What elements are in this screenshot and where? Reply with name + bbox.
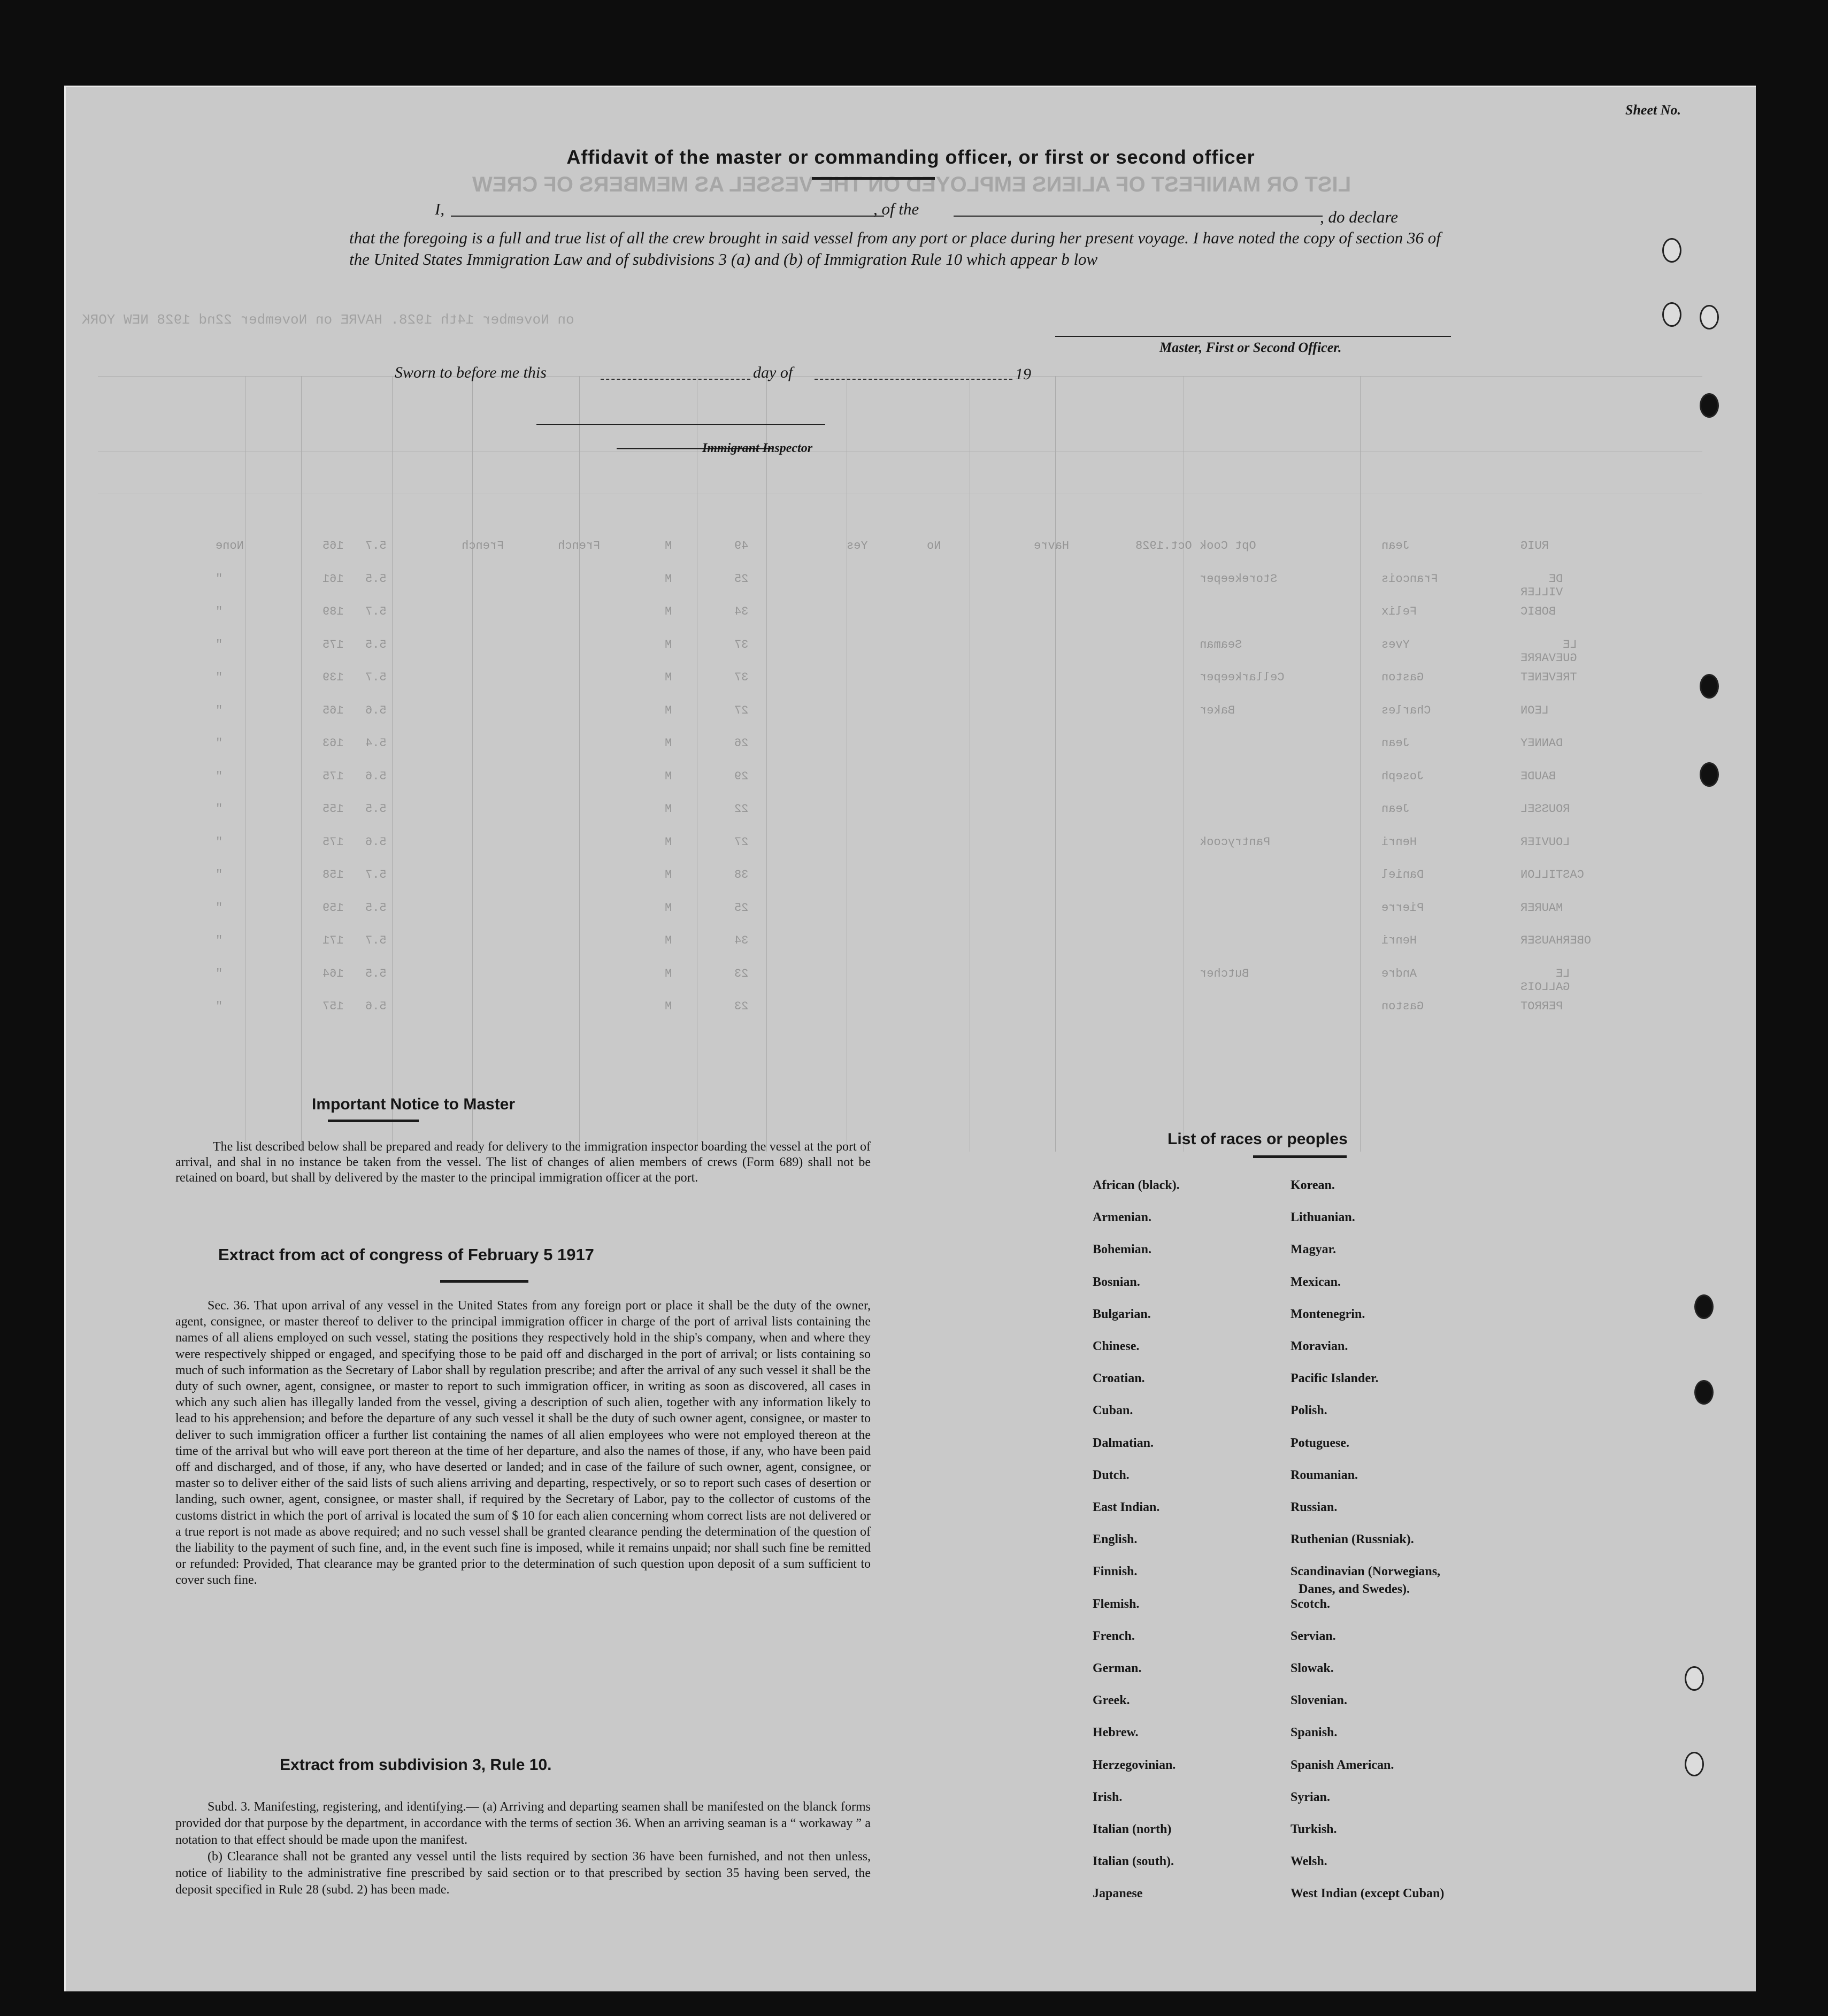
ghost-cell: " [216,835,223,849]
ghost-row [151,967,1570,1000]
ghost-row [151,868,1584,901]
affidavit-i-label: I, [435,200,445,218]
ghost-cell: 5.7 [365,934,387,947]
affidavit-declare-label: , do declare [1320,208,1399,226]
ghost-row [151,802,1570,835]
ghost-cell: TREVENET [1520,671,1577,684]
sworn-month-line[interactable] [815,379,1012,380]
ghost-cell: 5.5 [365,901,387,915]
ghost-cell: Henri [1381,934,1417,947]
ghost-cell: " [216,572,223,586]
race-item: Lithuanian. [1291,1210,1355,1225]
ghost-cell: " [216,769,223,783]
race-item: Herzegovinian. [1093,1758,1176,1772]
ghost-cell: M [665,539,672,553]
ghost-row [151,572,1563,605]
ghost-row [151,539,1549,572]
ghost-cell: " [216,868,223,881]
ghost-cell: 29 [734,769,749,783]
ghost-cell: M [665,572,672,586]
ghost-cell: 34 [734,605,749,618]
punch-hole [1700,393,1719,418]
ghost-cell: 27 [734,703,749,717]
race-item: West Indian (except Cuban) [1291,1887,1445,1901]
ghost-cell: Andre [1381,967,1417,980]
sheet-number-label: Sheet No. [1625,102,1681,118]
race-item: Irish. [1093,1790,1123,1804]
ghost-cell: M [665,802,672,816]
race-item: Mexican. [1291,1275,1341,1289]
punch-hole [1662,238,1681,263]
extract-act-heading: Extract from act of congress of February 5 1917 [218,1245,594,1264]
ghost-voyage-line: on November 14th 1928. HAVRE on November 22nd 1928 NEW YORK [82,312,574,328]
ghost-cell: BAUDE [1520,769,1556,783]
ghost-row [151,934,1592,967]
punch-hole [1662,302,1681,327]
punch-hole [1700,305,1719,329]
ghost-cell: 158 [322,868,344,881]
ghost-cell: " [216,671,223,684]
ghost-cell: Gaston [1381,671,1424,684]
ghost-crew-rows [151,539,1592,1033]
ghost-cell: 5.5 [365,572,387,586]
race-item: Dalmatian. [1093,1436,1154,1450]
ghost-cell: 37 [734,671,749,684]
ghost-cell: 5.6 [365,1000,387,1013]
ghost-cell: 5.6 [365,835,387,849]
race-item: Armenian. [1093,1210,1151,1225]
ghost-cell: DE VILLER [1520,572,1563,599]
ghost-cell: 37 [734,638,749,651]
ghost-cell: 5.6 [365,703,387,717]
ghost-row [151,737,1563,770]
subdivision-3-text [175,1799,871,1898]
race-item: Bohemian. [1093,1243,1152,1257]
ghost-cell: 161 [322,572,344,586]
ghost-cell: 5.7 [365,539,387,553]
race-item: Syrian. [1291,1790,1331,1804]
ghost-cell: 38 [734,868,749,881]
inspector-label: Immigrant Inspector [702,441,813,455]
ghost-cell: 23 [734,967,749,980]
ghost-cell: 5.5 [365,638,387,651]
ghost-cell: 5.5 [365,802,387,816]
ghost-cell: 5.7 [365,605,387,618]
race-item: Montenegrin. [1291,1307,1365,1321]
ghost-cell: 175 [322,769,344,783]
ghost-row [151,835,1570,869]
ghost-cell: 165 [322,703,344,717]
race-item: Pacific Islander. [1291,1371,1379,1386]
race-item: Italian (south). [1093,1854,1174,1869]
ghost-cell: 34 [734,934,749,947]
ghost-row [151,1000,1563,1033]
ghost-cell: Gaston [1381,1000,1424,1013]
punch-hole [1700,674,1719,699]
ghost-cell: " [216,703,223,717]
ghost-cell: 26 [734,737,749,750]
sworn-day-of-label: day of [753,364,793,381]
race-item: Slovenian. [1291,1693,1348,1708]
ghost-cell: M [665,868,672,881]
ghost-cell: Yes [847,539,868,553]
ghost-cell: M [665,605,672,618]
ghost-cell: Felix [1381,605,1417,618]
ghost-cell: 5.7 [365,671,387,684]
ghost-cell: 164 [322,967,344,980]
ghost-cell: Seaman [1200,638,1242,651]
ghost-row [151,638,1577,671]
ghost-title: LIST OR MANIFEST OF ALIENS EMPLOYED ON THE VESSEL AS MEMBERS OF CREW [472,173,1351,196]
ghost-cell: OBERHAUSER [1520,934,1592,947]
ghost-cell: MAURER [1520,901,1563,915]
ghost-cell: PERROT [1520,1000,1563,1013]
ghost-cell: 175 [322,638,344,651]
ghost-cell: Storekeeper [1200,572,1278,586]
ghost-cell: Yves [1381,638,1410,651]
subdivision-3b-text: (b) Clearance shall not be granted any vessel until the lists required by section 36 have been furnished, and not then unless, notice of liability to the administrative fine prescribed by said section or to that prescribed by section 35 having been served, the deposit specified in Rule 28 (subd. 2) has been made. [175,1850,871,1897]
ghost-cell: Havre [1034,539,1070,553]
inspector-signature-line[interactable] [536,424,825,425]
race-item: Scotch. [1291,1597,1330,1611]
races-heading: List of races or peoples [1168,1130,1348,1148]
ghost-cell: 139 [322,671,344,684]
master-signature-label: Master, First or Second Officer. [1159,340,1342,355]
extract-rule-heading: Extract from subdivision 3, Rule 10. [280,1756,552,1774]
ghost-cell: M [665,901,672,915]
ghost-cell: Baker [1200,703,1235,717]
manifest-sheet [64,86,1756,1991]
race-item: Chinese. [1093,1339,1140,1353]
ghost-cell: Butcher [1200,967,1249,980]
ghost-cell: 157 [322,1000,344,1013]
ghost-cell: Opt Cook [1200,539,1256,553]
ghost-cell: Daniel [1381,868,1424,881]
punch-hole [1694,1294,1714,1319]
ghost-row [151,671,1577,704]
ghost-cell: Jean [1381,802,1410,816]
ghost-cell: RUIG [1520,539,1549,553]
race-item: Slowak. [1291,1661,1334,1675]
ghost-cell: M [665,934,672,947]
ghost-cell: LOUVIER [1520,835,1570,849]
ghost-cell: " [216,605,223,618]
punch-hole [1694,1380,1714,1405]
ghost-cell: 163 [322,737,344,750]
ghost-cell: Henri [1381,835,1417,849]
race-item: Russian. [1291,1500,1338,1514]
ghost-cell: 5.4 [365,737,387,750]
ghost-cell: 155 [322,802,344,816]
race-item: Korean. [1291,1178,1335,1192]
ghost-cell: LEON [1520,703,1549,717]
race-item: Servian. [1291,1629,1336,1643]
master-name-line[interactable] [451,216,884,217]
race-item: Potuguese. [1291,1436,1349,1450]
ghost-cell: " [216,934,223,947]
ghost-cell: 171 [322,934,344,947]
ghost-cell: LE GALLOIS [1520,967,1570,994]
race-item: Dutch. [1093,1468,1130,1482]
ghost-cell: 23 [734,1000,749,1013]
ghost-cell: Oct.1928 [1135,539,1192,553]
race-scandinavian-cont: Danes, and Swedes). [1299,1582,1410,1596]
ghost-cell: M [665,835,672,849]
race-item: Bosnian. [1093,1275,1140,1289]
vessel-name-line[interactable] [954,216,1323,217]
ghost-cell: 175 [322,835,344,849]
race-item: Polish. [1291,1404,1327,1418]
subdivision-3a-text: Subd. 3. Manifesting, registering, and identifying.— (a) Arriving and departing seamen shall be manifested on the blanck forms provided dor that purpose by the department, in accordance with the terms of section 36. When an arriving seaman is a “ workaway ” a notation to that effect should be made upon the manifest. [175,1800,871,1847]
ghost-cell: 25 [734,572,749,586]
ghost-cell: None [216,539,244,553]
ghost-cell: 165 [322,539,344,553]
ghost-cell: 5.6 [365,769,387,783]
ghost-cell: 27 [734,835,749,849]
race-item: Flemish. [1093,1597,1140,1611]
ghost-row [151,605,1556,638]
ghost-cell: 189 [322,605,344,618]
race-item: Hebrew. [1093,1726,1139,1740]
race-item: Greek. [1093,1693,1130,1708]
ghost-cell: M [665,967,672,980]
race-item: Japanese [1093,1887,1143,1901]
ghost-cell: Pierre [1381,901,1424,915]
affidavit-title: Affidavit of the master or commanding officer, or first or second officer [566,146,1255,168]
ghost-cell: M [665,703,672,717]
race-item: Cuban. [1093,1404,1133,1418]
ghost-cell: ROUSSEL [1520,802,1570,816]
ghost-cell: " [216,967,223,980]
ghost-cell: " [216,737,223,750]
section-36-text: Sec. 36. That upon arrival of any vessel in the United States from any foreign port or place it shall be the duty of the owner, agent, consignee, or master thereof to deliver to the principal immigration officer in charge of the port of arrival lists containing the names of all aliens employed on such vessel, stating the positions they respectively hold in the ship's company, when and where they were respectively shipped or engaged, and specifying those to be paid off and discharged in the port of arrival; or lists containing so much of such information as the Secretary of Labor shall by regulation prescribe; and after the arrival of any such vessel it shall be the duty of such owner, agent, consignee, or master to report to such immigration officer, in writing as soon as discovered, all cases in which any such alien has illegally landed from the vessel, giving a description of such alien, together with any information likely to lead to his apprehension; and before the departure of any such vessel it shall be the duty of such owner agent, consignee, or master to deliver to such immigration officer a further list containing the names of all alien employees who were not employed thereon at the time of the arrival but who will eave port thereon at the time of her departure, and also the names of those, if any, who have been paid off and discharged, and of those, if any, who have deserted or landed; and in case of the failure of such owner, agent, consignee, or master so to deliver either of the said lists of such aliens arriving and departing, respectively, or so to report such cases of desertion or landing, such owner, agent, consignee, or master shall, if required by the Secretary of Labor, pay to the collector of customs of the customs district in which the port of arrival is located the sum of $ 10 for each alien concerning whom correct lists are not delivered or a true report is not made as above required; and no such vessel shall be granted clearance pending the determination of the question of the liability to the payment of such fine, and, in the event such fine is imposed, while it remains unpaid; nor shall such fine be remitted or refunded: Provided, That clearance may be granted prior to the determination of such question upon deposit of a sum sufficient to cover such fine. [175,1299,871,1588]
ghost-cell: Pantrycook [1200,835,1271,849]
ghost-cell: BOBIC [1520,605,1556,618]
ghost-cell: LE GUEVARRE [1520,638,1577,665]
ghost-cell: No [927,539,941,553]
race-item: Finnish. [1093,1565,1138,1579]
ghost-cell: M [665,671,672,684]
race-item: French. [1093,1629,1135,1643]
sworn-label: Sworn to before me this [395,364,547,381]
affidavit-text: that the foregoing is a full and true list of all the crew brought in said vessel from any port or place during her present voyage. I have noted the copy of section 36 of the United States Immigration Law and of subdivisions 3 (a) and (b) of Immigration Rule 10 which appear b low [349,228,1441,269]
race-item: English. [1093,1532,1138,1547]
race-item: Welsh. [1291,1854,1327,1869]
ghost-row [151,901,1563,934]
ghost-cell: Francois [1381,572,1438,586]
race-item: Italian (north) [1093,1822,1172,1836]
ghost-cell: 22 [734,802,749,816]
ghost-row [151,769,1556,803]
ghost-cell: Charles [1381,703,1431,717]
race-item: East Indian. [1093,1500,1160,1514]
race-item: Bulgarian. [1093,1307,1151,1321]
ghost-cell: 159 [322,901,344,915]
notice-heading: Important Notice to Master [312,1095,516,1113]
master-signature-line[interactable] [1055,336,1451,337]
ghost-cell: CASTILLON [1520,868,1584,881]
ghost-cell: Joseph [1381,769,1424,783]
ghost-cell: 49 [734,539,749,553]
race-item: Moravian. [1291,1339,1348,1353]
ghost-cell: DANNEY [1520,737,1563,750]
ghost-cell: M [665,638,672,651]
ghost-cell: French [558,539,601,553]
ghost-cell: " [216,802,223,816]
punch-hole [1700,762,1719,787]
ghost-cell: French [462,539,504,553]
ghost-cell: Cellarkeeper [1200,671,1285,684]
affidavit-of-the-label: , of the [873,200,919,218]
ghost-cell: 5.7 [365,868,387,881]
sworn-year-label: 19 [1015,365,1031,383]
notice-text: The list described below shall be prepared and ready for delivery to the immigration inspector boarding the vessel at the port of arrival, and shal in no instance be taken from the vessel. The list of changes of alien members of crews (Form 689) shall not be retained on board, but shall by delivered by the master to the principal immigration officer at the port. [175,1140,871,1185]
race-item: Spanish. [1291,1726,1338,1740]
race-item: Scandinavian (Norwegians, [1291,1565,1441,1579]
punch-hole [1685,1752,1704,1776]
ghost-cell: " [216,638,223,651]
ghost-cell: M [665,769,672,783]
race-item: Croatian. [1093,1371,1145,1386]
sworn-day-line[interactable] [601,379,750,380]
ghost-cell: M [665,737,672,750]
ghost-cell: 25 [734,901,749,915]
race-item: Spanish American. [1291,1758,1394,1772]
race-item: Roumanian. [1291,1468,1358,1482]
race-item: Magyar. [1291,1243,1337,1257]
race-item: Ruthenian (Russniak). [1291,1532,1414,1547]
ghost-cell: Jean [1381,737,1410,750]
punch-hole [1685,1666,1704,1691]
ghost-cell: " [216,901,223,915]
race-item: German. [1093,1661,1142,1675]
ghost-cell: Jean [1381,539,1410,553]
ghost-cell: 5.5 [365,967,387,980]
ghost-cell: M [665,1000,672,1013]
ghost-cell: " [216,1000,223,1013]
ghost-row [151,703,1549,737]
race-item: African (black). [1093,1178,1180,1192]
race-item: Turkish. [1291,1822,1337,1836]
